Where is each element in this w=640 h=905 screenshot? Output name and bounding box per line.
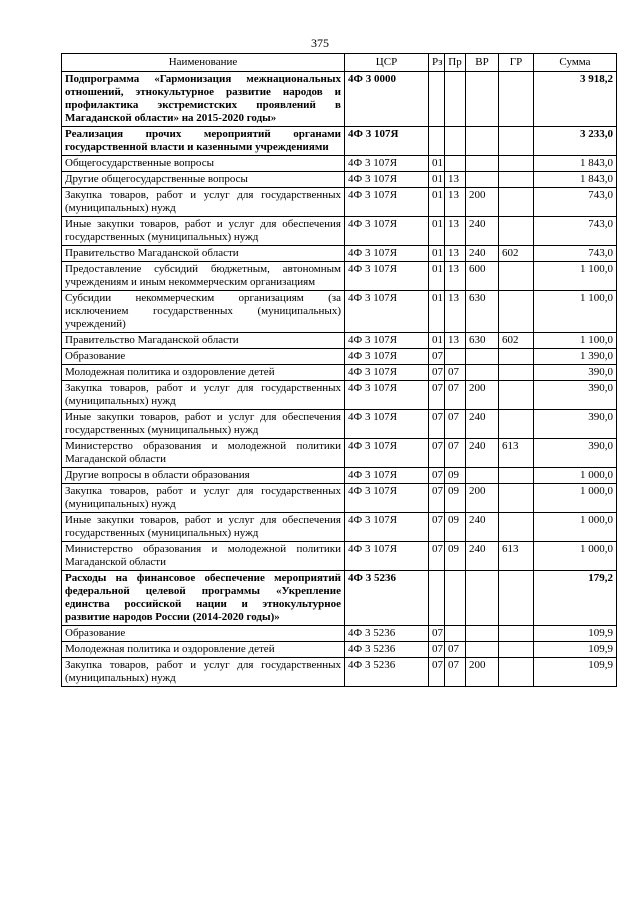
cell-vr: 630	[466, 333, 499, 349]
table-row	[62, 365, 617, 381]
cell-name: Субсидии некоммерческим организациям (за исключением государственных (муниципальных) учреждений)	[62, 291, 345, 333]
cell-pr	[445, 156, 466, 172]
table-row	[62, 188, 617, 217]
cell-pr	[445, 72, 466, 127]
cell-gr	[499, 642, 534, 658]
cell-csr: 4Ф 3 107Я	[345, 156, 429, 172]
cell-name: Правительство Магаданской области	[62, 333, 345, 349]
cell-sum: 109,9	[534, 626, 617, 642]
cell-sum: 743,0	[534, 188, 617, 217]
cell-csr: 4Ф 3 107Я	[345, 381, 429, 410]
table-body	[62, 72, 617, 687]
cell-csr: 4Ф 3 107Я	[345, 217, 429, 246]
cell-name: Правительство Магаданской области	[62, 246, 345, 262]
cell-gr	[499, 626, 534, 642]
cell-gr: 602	[499, 333, 534, 349]
cell-csr: 4Ф 3 107Я	[345, 410, 429, 439]
cell-sum: 3 918,2	[534, 72, 617, 127]
cell-name: Расходы на финансовое обеспечение мероприятий федеральной целевой программы «Укрепление единства российской нации и этнокультурное развитие народов России (2014-2020 годы)»	[62, 571, 345, 626]
cell-rz: 01	[429, 333, 445, 349]
cell-vr: 600	[466, 262, 499, 291]
cell-pr: 09	[445, 468, 466, 484]
cell-rz: 01	[429, 246, 445, 262]
table-row	[62, 172, 617, 188]
cell-csr: 4Ф 3 107Я	[345, 127, 429, 156]
cell-rz	[429, 72, 445, 127]
cell-gr	[499, 156, 534, 172]
cell-pr: 07	[445, 439, 466, 468]
cell-csr: 4Ф 3 107Я	[345, 365, 429, 381]
cell-rz: 07	[429, 381, 445, 410]
cell-sum: 109,9	[534, 642, 617, 658]
table-row	[62, 642, 617, 658]
cell-rz: 07	[429, 658, 445, 687]
cell-gr	[499, 217, 534, 246]
cell-sum: 390,0	[534, 410, 617, 439]
cell-rz: 01	[429, 172, 445, 188]
cell-pr: 07	[445, 381, 466, 410]
cell-name: Реализация прочих мероприятий органами государственной власти и казенными учреждениями	[62, 127, 345, 156]
cell-vr	[466, 642, 499, 658]
cell-rz: 01	[429, 188, 445, 217]
cell-pr: 13	[445, 217, 466, 246]
column-header-name: Наименование	[62, 54, 345, 72]
column-header-vr: ВР	[466, 54, 499, 72]
cell-rz: 07	[429, 626, 445, 642]
cell-csr: 4Ф 3 5236	[345, 658, 429, 687]
table-row	[62, 262, 617, 291]
column-header-csr: ЦСР	[345, 54, 429, 72]
cell-sum: 109,9	[534, 658, 617, 687]
cell-csr: 4Ф 3 107Я	[345, 172, 429, 188]
cell-pr	[445, 626, 466, 642]
cell-rz: 01	[429, 217, 445, 246]
table-row	[62, 439, 617, 468]
cell-csr: 4Ф 3 5236	[345, 642, 429, 658]
column-header-gr: ГР	[499, 54, 534, 72]
cell-pr: 09	[445, 513, 466, 542]
table-row	[62, 542, 617, 571]
cell-pr: 07	[445, 658, 466, 687]
budget-table	[61, 53, 617, 687]
cell-sum: 743,0	[534, 217, 617, 246]
cell-sum: 1 000,0	[534, 542, 617, 571]
cell-rz: 01	[429, 156, 445, 172]
cell-pr: 09	[445, 542, 466, 571]
cell-vr: 630	[466, 291, 499, 333]
cell-rz	[429, 127, 445, 156]
cell-sum: 1 390,0	[534, 349, 617, 365]
cell-name: Молодежная политика и оздоровление детей	[62, 365, 345, 381]
cell-gr: 602	[499, 246, 534, 262]
cell-vr: 240	[466, 410, 499, 439]
cell-vr	[466, 571, 499, 626]
cell-name: Иные закупки товаров, работ и услуг для обеспечения государственных (муниципальных) нужд	[62, 513, 345, 542]
cell-vr	[466, 172, 499, 188]
cell-gr	[499, 513, 534, 542]
cell-gr	[499, 410, 534, 439]
cell-csr: 4Ф 3 5236	[345, 626, 429, 642]
cell-name: Закупка товаров, работ и услуг для государственных (муниципальных) нужд	[62, 484, 345, 513]
cell-name: Иные закупки товаров, работ и услуг для обеспечения государственных (муниципальных) нужд	[62, 217, 345, 246]
cell-vr	[466, 156, 499, 172]
cell-name: Общегосударственные вопросы	[62, 156, 345, 172]
cell-pr: 13	[445, 333, 466, 349]
column-header-pr: Пр	[445, 54, 466, 72]
cell-name: Министерство образования и молодежной политики Магаданской области	[62, 542, 345, 571]
cell-sum: 1 100,0	[534, 291, 617, 333]
cell-pr: 07	[445, 642, 466, 658]
cell-gr	[499, 658, 534, 687]
cell-sum: 1 100,0	[534, 262, 617, 291]
cell-pr: 13	[445, 262, 466, 291]
cell-vr	[466, 127, 499, 156]
cell-csr: 4Ф 3 107Я	[345, 468, 429, 484]
cell-gr	[499, 365, 534, 381]
cell-rz: 07	[429, 349, 445, 365]
cell-vr: 240	[466, 513, 499, 542]
table-row	[62, 410, 617, 439]
cell-vr: 200	[466, 484, 499, 513]
cell-rz: 07	[429, 410, 445, 439]
cell-sum: 3 233,0	[534, 127, 617, 156]
cell-pr	[445, 571, 466, 626]
cell-vr: 200	[466, 381, 499, 410]
cell-name: Образование	[62, 349, 345, 365]
cell-rz: 07	[429, 484, 445, 513]
column-header-rz: Рз	[429, 54, 445, 72]
cell-csr: 4Ф 3 107Я	[345, 513, 429, 542]
cell-pr	[445, 127, 466, 156]
cell-pr: 07	[445, 410, 466, 439]
cell-csr: 4Ф 3 107Я	[345, 262, 429, 291]
cell-csr: 4Ф 3 107Я	[345, 188, 429, 217]
cell-sum: 1 843,0	[534, 156, 617, 172]
table-row	[62, 217, 617, 246]
cell-gr: 613	[499, 542, 534, 571]
cell-name: Другие вопросы в области образования	[62, 468, 345, 484]
cell-vr	[466, 365, 499, 381]
cell-rz: 07	[429, 365, 445, 381]
cell-gr: 613	[499, 439, 534, 468]
cell-sum: 179,2	[534, 571, 617, 626]
cell-csr: 4Ф 3 107Я	[345, 246, 429, 262]
cell-pr	[445, 349, 466, 365]
cell-name: Закупка товаров, работ и услуг для государственных (муниципальных) нужд	[62, 188, 345, 217]
cell-sum: 1 000,0	[534, 484, 617, 513]
cell-pr: 13	[445, 172, 466, 188]
cell-name: Иные закупки товаров, работ и услуг для обеспечения государственных (муниципальных) нужд	[62, 410, 345, 439]
cell-name: Другие общегосударственные вопросы	[62, 172, 345, 188]
cell-csr: 4Ф 3 107Я	[345, 484, 429, 513]
cell-gr	[499, 188, 534, 217]
cell-csr: 4Ф 3 0000	[345, 72, 429, 127]
cell-gr	[499, 291, 534, 333]
cell-csr: 4Ф 3 107Я	[345, 439, 429, 468]
table-row	[62, 381, 617, 410]
cell-csr: 4Ф 3 5236	[345, 571, 429, 626]
cell-gr	[499, 172, 534, 188]
table-row	[62, 484, 617, 513]
cell-gr	[499, 381, 534, 410]
table-row	[62, 571, 617, 626]
cell-vr	[466, 349, 499, 365]
cell-name: Закупка товаров, работ и услуг для государственных (муниципальных) нужд	[62, 658, 345, 687]
cell-vr: 200	[466, 188, 499, 217]
table-row	[62, 468, 617, 484]
cell-vr: 200	[466, 658, 499, 687]
cell-gr	[499, 349, 534, 365]
table-row	[62, 72, 617, 127]
cell-name: Предоставление субсидий бюджетным, автономным учреждениям и иным некоммерческим организациям	[62, 262, 345, 291]
cell-pr: 09	[445, 484, 466, 513]
column-header-sum: Сумма	[534, 54, 617, 72]
cell-vr: 240	[466, 246, 499, 262]
cell-gr	[499, 484, 534, 513]
cell-rz: 07	[429, 513, 445, 542]
cell-name: Образование	[62, 626, 345, 642]
cell-pr: 13	[445, 188, 466, 217]
table-row	[62, 291, 617, 333]
cell-gr	[499, 72, 534, 127]
cell-vr: 240	[466, 217, 499, 246]
cell-rz: 07	[429, 468, 445, 484]
cell-sum: 1 843,0	[534, 172, 617, 188]
cell-vr: 240	[466, 542, 499, 571]
table-row	[62, 156, 617, 172]
cell-sum: 390,0	[534, 365, 617, 381]
cell-gr	[499, 262, 534, 291]
cell-name: Министерство образования и молодежной политики Магаданской области	[62, 439, 345, 468]
table-row	[62, 127, 617, 156]
table-row	[62, 513, 617, 542]
cell-rz	[429, 571, 445, 626]
cell-sum: 1 000,0	[534, 513, 617, 542]
cell-gr	[499, 468, 534, 484]
cell-pr: 13	[445, 246, 466, 262]
cell-sum: 1 000,0	[534, 468, 617, 484]
cell-rz: 07	[429, 439, 445, 468]
cell-name: Подпрограмма «Гармонизация межнациональных отношений, этнокультурное развитие народов и профилактика экстремистских проявлений в Магаданской области» на 2015-2020 годы»	[62, 72, 345, 127]
cell-gr	[499, 571, 534, 626]
table-row	[62, 349, 617, 365]
cell-sum: 390,0	[534, 381, 617, 410]
cell-name: Закупка товаров, работ и услуг для государственных (муниципальных) нужд	[62, 381, 345, 410]
cell-sum: 743,0	[534, 246, 617, 262]
cell-gr	[499, 127, 534, 156]
table-row	[62, 333, 617, 349]
cell-rz: 07	[429, 642, 445, 658]
cell-csr: 4Ф 3 107Я	[345, 349, 429, 365]
cell-csr: 4Ф 3 107Я	[345, 542, 429, 571]
cell-vr: 240	[466, 439, 499, 468]
table-header-row	[62, 54, 617, 72]
cell-name: Молодежная политика и оздоровление детей	[62, 642, 345, 658]
cell-vr	[466, 626, 499, 642]
cell-sum: 390,0	[534, 439, 617, 468]
table-row	[62, 246, 617, 262]
cell-sum: 1 100,0	[534, 333, 617, 349]
cell-rz: 01	[429, 291, 445, 333]
cell-vr	[466, 468, 499, 484]
cell-csr: 4Ф 3 107Я	[345, 333, 429, 349]
table-row	[62, 626, 617, 642]
cell-pr: 07	[445, 365, 466, 381]
cell-vr	[466, 72, 499, 127]
page-number: 375	[311, 36, 329, 50]
cell-rz: 01	[429, 262, 445, 291]
cell-pr: 13	[445, 291, 466, 333]
cell-rz: 07	[429, 542, 445, 571]
cell-csr: 4Ф 3 107Я	[345, 291, 429, 333]
table-row	[62, 658, 617, 687]
